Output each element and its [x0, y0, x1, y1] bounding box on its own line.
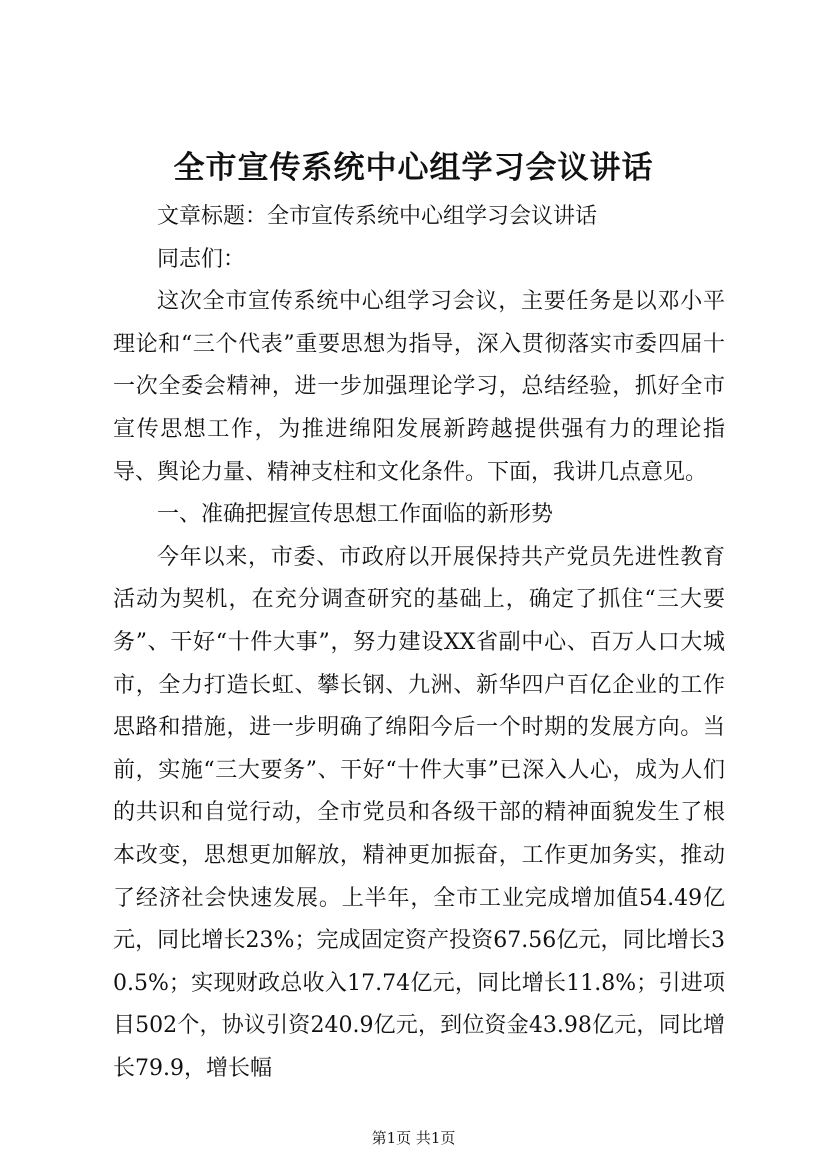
article-title-line: 文章标题：全市宣传系统中心组学习会议讲话 [157, 204, 598, 229]
section-heading: 一、准确把握宣传思想工作面临的新形势 [157, 502, 554, 528]
document-title: 全市宣传系统中心组学习会议讲话 [173, 150, 654, 186]
body-paragraph: 今年以来，市委、市政府以开展保持共产党员先进性教育活动为契机，在充分调查研究的基础上，确定了抓住“三大要务”、干好“十件大事”，努力建设XX省副中心、百万人口大城市，全力打造长虹、攀长钢、九洲、新华四户百亿企业的工作思路和措施，进一步明确了绵阳今后一个时期的发展方向。当前，实施“三大要务”、干好“十件大事”已深入人心，成为人们的共识和自觉行动，全市党员和各级干部的精神面貌发生了根本改变，思想更加解放，精神更加振奋，工作更加务实，推动了经济社会快速发展。上半年，全市工业完成增加值54.49亿元，同比增长23%；完成固定资产投资67.56亿元，同比增长30.5%；实现财政总收入17.74亿元，同比增长11.8%；引进项目502个，协议引资240.9亿元，到位资金43.98亿元，同比增长79.9，增长幅 [113, 544, 725, 1081]
salutation: 同志们： [157, 246, 246, 272]
document-body [113, 196, 725, 1090]
intro-paragraph: 这次全市宣传系统中心组学习会议，主要任务是以邓小平理论和“三个代表”重要思想为指导，深入贯彻落实市委四届十一次全委会精神，进一步加强理论学习，总结经验，抓好全市宣传思想工作，为推进绵阳发展新跨越提供强有力的理论指导、舆论力量、精神支柱和文化条件。下面，我讲几点意见。 [113, 289, 725, 485]
page-number-footer: 第1页 共1页 [371, 1129, 456, 1147]
